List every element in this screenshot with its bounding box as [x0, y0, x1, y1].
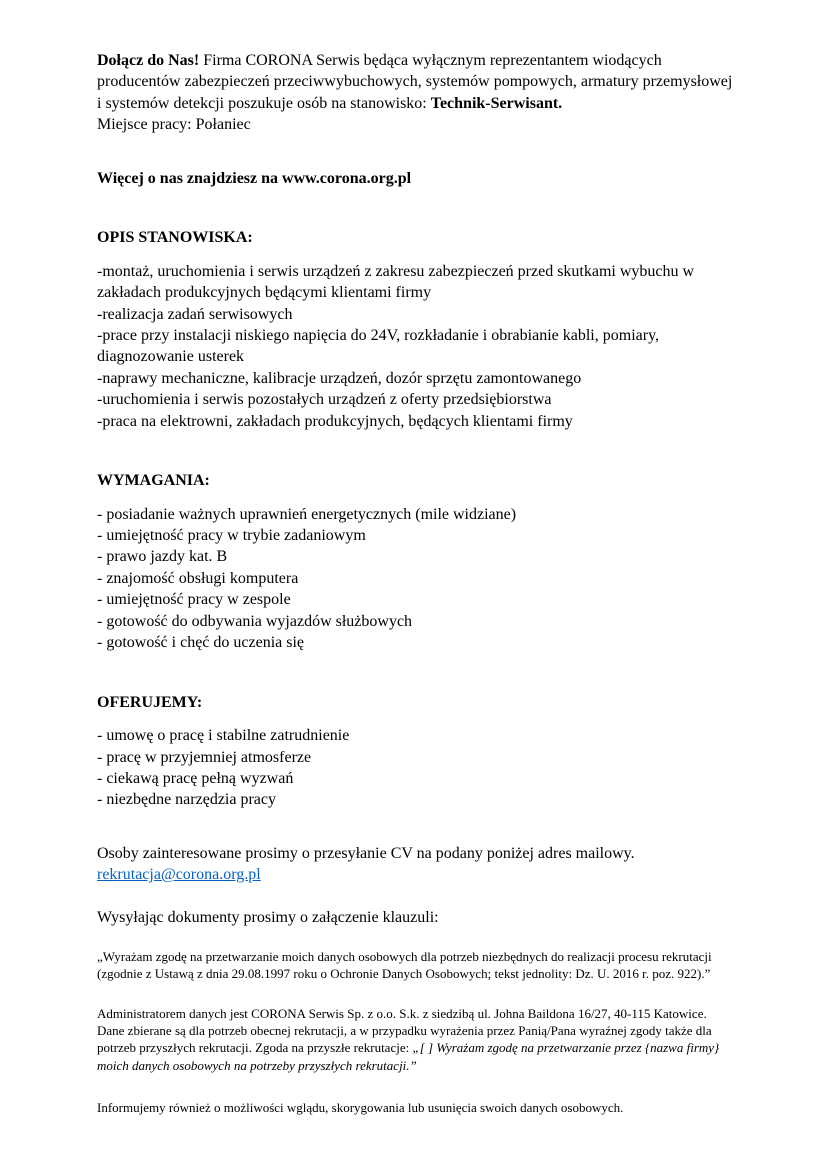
list-item: - ciekawą pracę pełną wyzwań: [97, 769, 294, 787]
section-heading-wymagania: WYMAGANIA:: [97, 472, 210, 490]
position-title: Technik-Serwisant.: [430, 94, 563, 112]
list-item: -naprawy mechaniczne, kalibracje urządzeń, dozór sprzętu zamontowanego: [97, 369, 582, 387]
list-item: - umiejętność pracy w trybie zadaniowym: [97, 527, 366, 544]
consent-clause: „Wyrażam zgodę na przetwarzanie moich danych osobowych dla potrzeb niezbędnych do realizacji procesu rekrutacji (zgodnie z Ustawą z dnia 29.08.1997 roku o Ochronie Danych Osobowych; tekst jednolity: Dz. U. 2016 r. poz. 922).”: [97, 949, 712, 982]
apply-block: [97, 843, 737, 928]
list-item: - pracę w przyjemniej atmosferze: [97, 748, 312, 766]
list-item: - posiadanie ważnych uprawnień energetycznych (mile widziane): [97, 505, 517, 523]
list-item: -realizacja zadań serwisowych: [97, 305, 293, 323]
intro-paragraph: [97, 50, 737, 114]
work-location: Miejsce pracy: Połaniec: [97, 116, 251, 134]
oferujemy-list: [97, 725, 737, 811]
list-item: - niezbędne narzędzia pracy: [97, 791, 276, 809]
list-item: -uruchomienia i serwis pozostałych urządzeń z oferty przedsiębiorstwa: [97, 391, 552, 409]
list-item: - prawo jazdy kat. B: [97, 548, 228, 566]
list-item: -prace przy instalacji niskiego napięcia do 24V, rozkładanie i obrabianie kabli, pomiary, diagnozowanie usterek: [97, 326, 660, 366]
wymagania-list: [97, 504, 737, 654]
intro-body: Firma CORONA Serwis będąca wyłącznym reprezentantem wiodących producentów zabezpieczeń przeciwwybuchowych, systemów pompowych, armatury przemysłowej i systemów detekcji poszukuje osób na stanowisko:: [97, 52, 733, 112]
admin-info-quote: „[ ] Wyrażam zgodę na przetwarzanie przez {nazwa firmy} moich danych osobowych na potrzeby przyszłych rekrutacji.”: [97, 1040, 720, 1073]
list-item: - gotowość do odbywania wyjazdów służbowych: [97, 612, 413, 630]
list-item: - znajomość obsługi komputera: [97, 569, 299, 587]
intro-lead: Dołącz do Nas!: [97, 52, 200, 69]
more-info-line: Więcej o nas znajdziesz na www.corona.org.pl: [97, 169, 412, 187]
final-note: Informujemy również o możliwości wglądu, skorygowania lub usunięcia swoich danych osobowych.: [97, 1099, 624, 1115]
list-item: -montaż, uruchomienia i serwis urządzeń z zakresu zabezpieczeń przed skutkami wybuchu w zakładach produkcyjnych będącymi klientami firmy: [97, 262, 695, 302]
apply-instruction: Osoby zainteresowane prosimy o przesyłanie CV na podany poniżej adres mailowy.: [97, 844, 635, 862]
email-line: [97, 864, 737, 885]
list-item: - umiejętność pracy w zespole: [97, 591, 291, 609]
list-item: - umowę o pracę i stabilne zatrudnienie: [97, 727, 350, 745]
list-item: - gotowość i chęć do uczenia się: [97, 634, 305, 652]
opis-stanowiska-list: [97, 261, 737, 433]
admin-info: [97, 1005, 737, 1074]
section-heading-opis-stanowiska: OPIS STANOWISKA:: [97, 229, 253, 247]
attachment-note: Wysyłając dokumenty prosimy o załączenie klauzuli:: [97, 908, 439, 926]
admin-info-body: Administratorem danych jest CORONA Serwis Sp. z o.o. S.k. z siedzibą ul. Johna Baildona 16/27, 40-115 Katowice. Dane zbierane są dla potrzeb obecnej rekrutacji, a w przypadku wyrażenia przez Panią/Pana wyraźnej zgody także dla potrzeb przyszłych rekrutacji. Zgoda na przyszłe rekrutacje:: [97, 1005, 712, 1056]
email-link[interactable]: rekrutacja@corona.org.pl: [97, 866, 261, 884]
section-heading-oferujemy: OFERUJEMY:: [97, 693, 203, 711]
list-item: -praca na elektrowni, zakładach produkcyjnych, będących klientami firmy: [97, 412, 573, 430]
